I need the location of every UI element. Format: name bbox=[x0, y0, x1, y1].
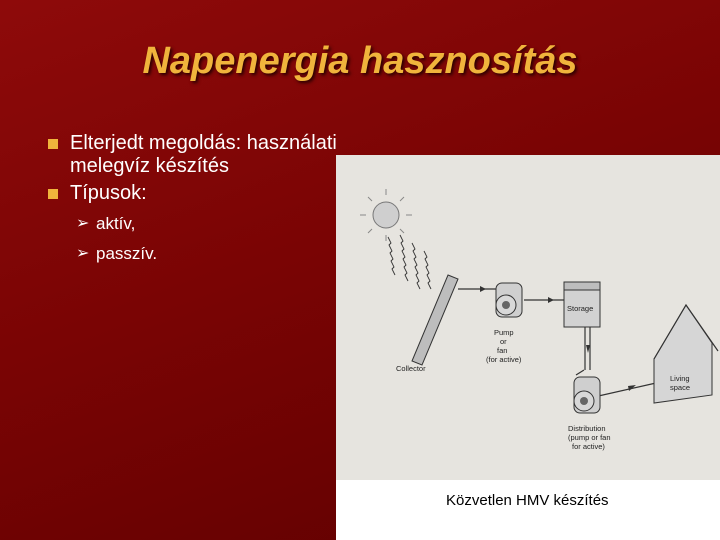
bullet-text: Elterjedt megoldás: használati melegvíz készítés bbox=[70, 132, 337, 177]
pipes bbox=[458, 289, 656, 397]
living-space-label: space bbox=[670, 383, 691, 392]
sun-rays-icon bbox=[388, 235, 431, 289]
sun-icon bbox=[360, 189, 412, 241]
bullet-text: Típusok: bbox=[70, 182, 147, 204]
pump-label: (for active) bbox=[486, 355, 522, 364]
figure-caption-box bbox=[336, 480, 720, 540]
square-bullet-icon bbox=[48, 189, 58, 199]
pump-icon bbox=[496, 283, 522, 317]
slide-title: Napenergia hasznosítás bbox=[142, 40, 578, 82]
living-space-label: Living bbox=[670, 374, 690, 383]
collector-label: Collector bbox=[396, 364, 426, 373]
square-bullet-icon bbox=[48, 139, 58, 149]
sub-bullet-item bbox=[76, 213, 348, 235]
bullet-list bbox=[48, 132, 348, 265]
collector-panel bbox=[412, 275, 458, 365]
pump-label: fan bbox=[497, 346, 508, 355]
distribution-pump-icon bbox=[574, 377, 600, 413]
storage-label: Storage bbox=[567, 304, 594, 313]
pump-label: or bbox=[500, 337, 507, 346]
solar-system-diagram bbox=[336, 155, 720, 480]
bullet-item bbox=[48, 182, 348, 205]
distribution-label: for active) bbox=[572, 442, 605, 451]
sub-bullet-text: passzív. bbox=[96, 244, 158, 263]
distribution-label: Distribution bbox=[568, 424, 606, 433]
bullet-item bbox=[48, 132, 348, 178]
arrow-bullet-icon: ➢ bbox=[76, 215, 90, 232]
sub-bullet-text: aktív, bbox=[96, 214, 136, 233]
figure-caption: Közvetlen HMV készítés bbox=[446, 492, 609, 509]
pump-label: Pump bbox=[494, 328, 514, 337]
distribution-label: (pump or fan bbox=[568, 433, 611, 442]
sub-bullet-item bbox=[76, 243, 348, 265]
arrow-bullet-icon: ➢ bbox=[76, 245, 90, 262]
